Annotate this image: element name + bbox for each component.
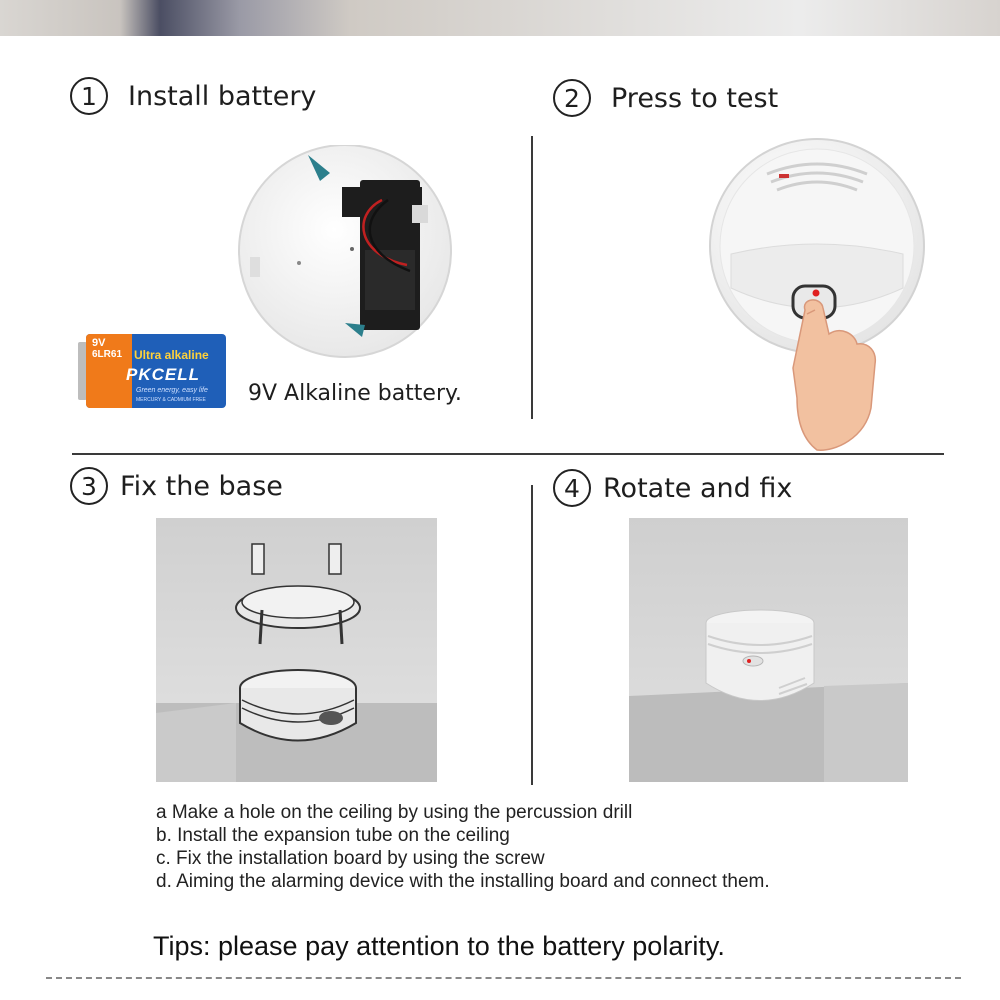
detector-open-illustration <box>232 145 462 360</box>
vertical-divider-bottom <box>531 485 533 785</box>
battery-brand: PKCELL <box>126 365 200 384</box>
instruction-line: c. Fix the installation board by using the screw <box>156 848 545 869</box>
step-3-heading <box>70 467 283 505</box>
fix-base-photo <box>156 518 437 782</box>
instruction-line: a Make a hole on the ceiling by using the percussion drill <box>156 802 633 823</box>
battery-illustration <box>74 332 226 410</box>
horizontal-divider <box>72 453 944 455</box>
header-photo-strip <box>0 0 1000 36</box>
battery-model: 6LR61 <box>92 349 123 360</box>
instruction-line: d. Aiming the alarming device with the installing board and connect them. <box>156 871 770 892</box>
instruction-line: b. Install the expansion tube on the ceiling <box>156 825 510 846</box>
mounted-detector-diagram <box>629 518 908 782</box>
installation-instructions <box>156 801 770 893</box>
rotate-fix-photo <box>629 518 908 782</box>
press-test-illustration <box>705 138 930 453</box>
step-number-badge: 4 <box>553 469 591 507</box>
step-number-badge: 2 <box>553 79 591 117</box>
battery-body <box>86 334 226 408</box>
tips-text: Tips: please pay attention to the battery polarity. <box>153 931 725 961</box>
step-title: Install battery <box>128 80 317 112</box>
step-number-badge: 1 <box>70 77 108 115</box>
battery-caption: 9V Alkaline battery. <box>248 381 462 406</box>
step-number-badge: 3 <box>70 467 108 505</box>
step-title: Fix the base <box>120 470 283 502</box>
vertical-divider-top <box>531 136 533 419</box>
battery-slogan: Green energy, easy life <box>136 387 208 394</box>
battery-type: Ultra alkaline <box>134 348 209 362</box>
step-4-heading <box>553 469 792 507</box>
footer-dashed-divider <box>46 977 961 979</box>
step-title: Press to test <box>611 82 779 114</box>
fix-base-diagram <box>156 518 437 782</box>
battery-voltage: 9V <box>92 337 106 349</box>
step-1-heading <box>70 77 316 115</box>
step-2-heading <box>553 79 778 117</box>
battery-fine-print: MERCURY & CADMIUM FREE <box>136 397 206 403</box>
step-title: Rotate and fix <box>603 472 793 504</box>
